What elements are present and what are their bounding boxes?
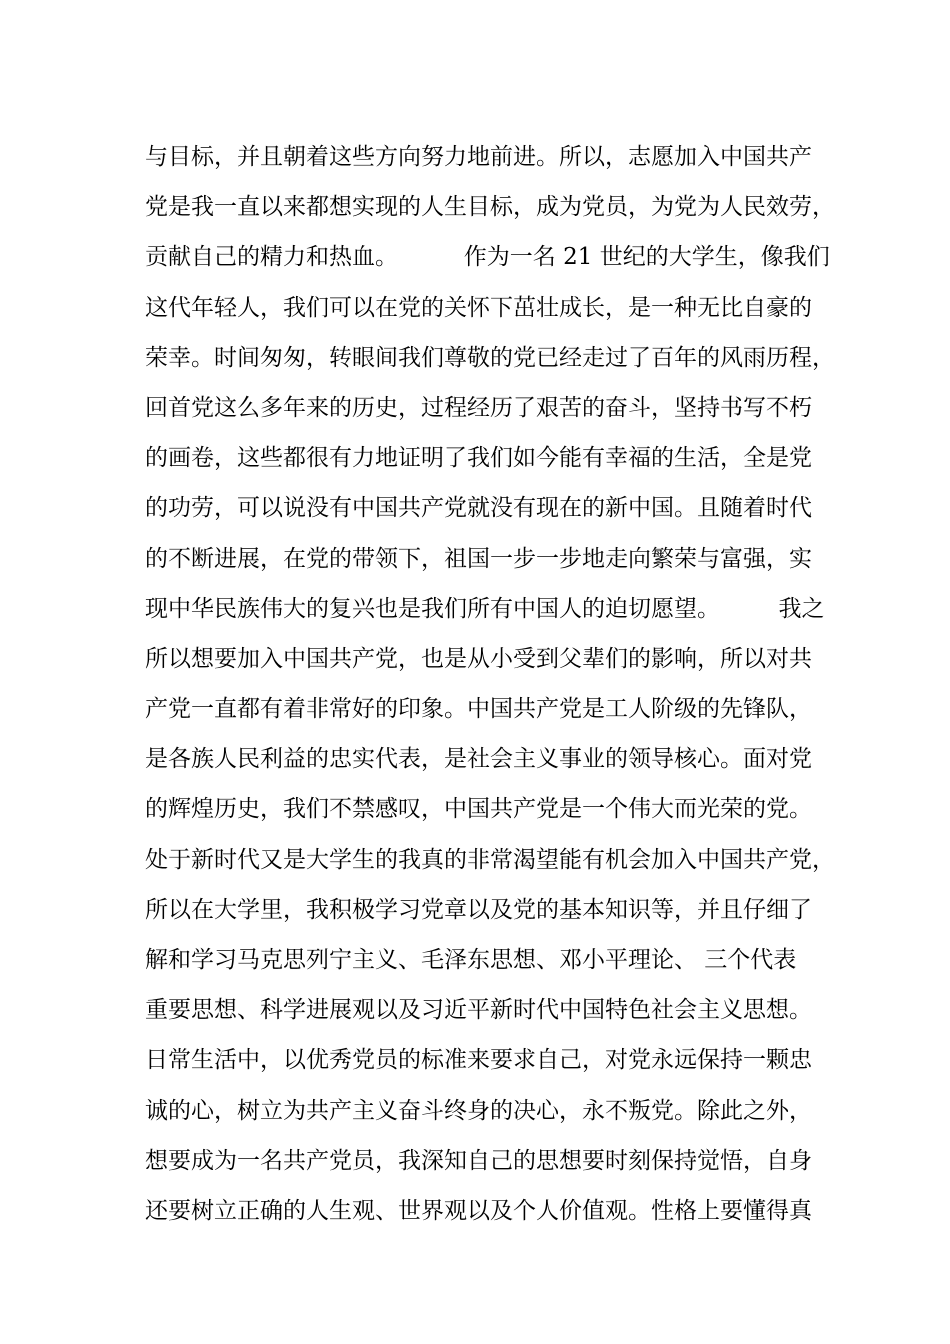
- text-line-21: 想要成为一名共产党员，我深知自己的思想要时刻保持觉悟，自身: [145, 1147, 812, 1174]
- text-line-18: 重要思想、科学进展观以及习近平新时代中国特色社会主义思想。: [145, 997, 812, 1024]
- body-text: [145, 132, 835, 1236]
- text-line-17: 解和学习马克思列宁主义、毛泽东思想、邓小平理论、 三个代表: [145, 947, 797, 973]
- text-line-1: 与目标，并且朝着这些方向努力地前进。所以，志愿加入中国共产: [145, 144, 812, 170]
- text-line-8: 的功劳，可以说没有中国共产党就没有现在的新中国。且随着时代: [145, 495, 812, 522]
- text-line-12: 产党一直都有着非常好的印象。中国共产党是工人阶级的先锋队，: [145, 696, 812, 723]
- text-line-14: 的辉煌历史，我们不禁感叹，中国共产党是一个伟大而光荣的党。: [145, 796, 812, 823]
- text-line-3: 贡献自己的精力和热血。 作为一名 21 世纪的大学生，像我们: [145, 244, 830, 271]
- text-line-22: 还要树立正确的人生观、世界观以及个人价值观。性格上要懂得真: [145, 1197, 812, 1224]
- text-line-20: 诚的心，树立为共产主义奋斗终身的决心，永不叛党。除此之外，: [145, 1097, 812, 1124]
- text-line-2: 党是我一直以来都想实现的人生目标，成为党员，为党为人民效劳，: [145, 194, 835, 221]
- text-line-6: 回首党这么多年来的历史，过程经历了艰苦的奋斗，坚持书写不朽: [145, 394, 812, 421]
- text-line-19: 日常生活中，以优秀党员的标准来要求自己，对党永远保持一颗忠: [145, 1047, 812, 1074]
- text-line-5: 荣幸。时间匆匆，转眼间我们尊敬的党已经走过了百年的风雨历程，: [145, 344, 835, 371]
- text-line-9: 的不断进展，在党的带领下，祖国一步一步地走向繁荣与富强，实: [145, 545, 812, 572]
- text-line-10: 现中华民族伟大的复兴也是我们所有中国人的迫切愿望。 我之: [145, 595, 825, 622]
- text-line-16: 所以在大学里，我积极学习党章以及党的基本知识等，并且仔细了: [145, 896, 812, 923]
- text-line-11: 所以想要加入中国共产党，也是从小受到父辈们的影响，所以对共: [145, 645, 812, 672]
- text-line-7: 的画卷，这些都很有力地证明了我们如今能有幸福的生活，全是党: [145, 445, 812, 472]
- text-line-15: 处于新时代又是大学生的我真的非常渴望能有机会加入中国共产党，: [145, 846, 835, 873]
- text-line-4: 这代年轻人，我们可以在党的关怀下茁壮成长，是一种无比自豪的: [145, 294, 812, 321]
- text-line-13: 是各族人民利益的忠实代表，是社会主义事业的领导核心。面对党: [145, 746, 812, 773]
